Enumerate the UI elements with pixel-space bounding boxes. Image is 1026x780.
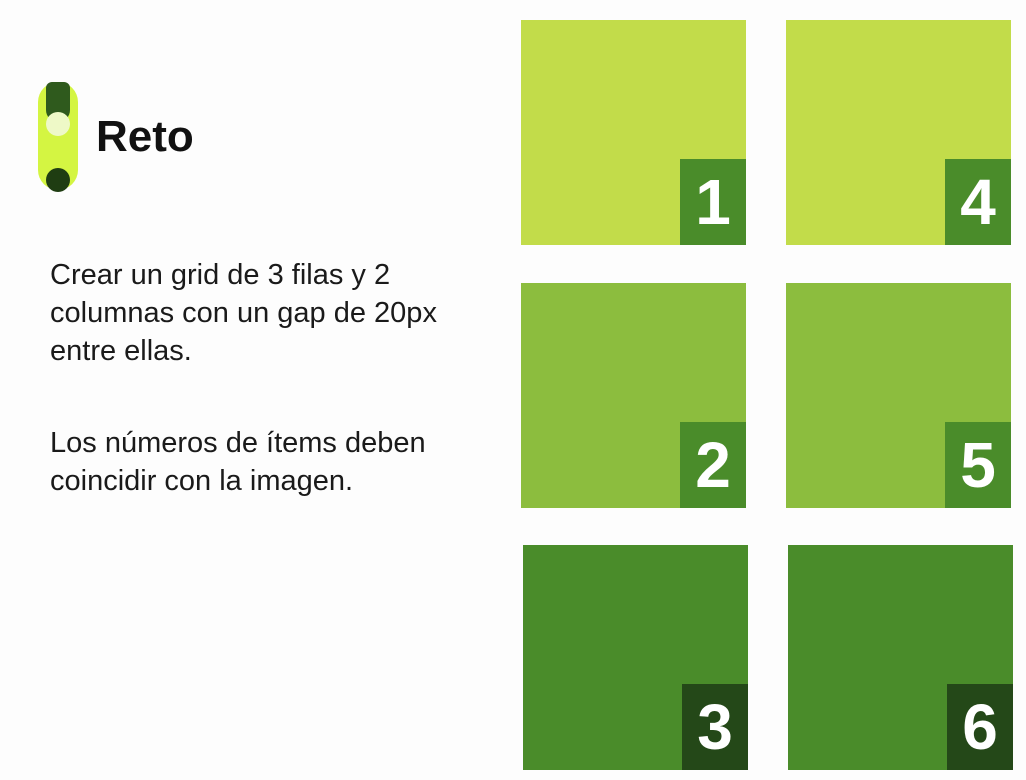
grid-item-4 — [786, 20, 1011, 245]
grid-item-6 — [788, 545, 1013, 770]
challenge-paragraph: Crear un grid de 3 filas y 2 columnas con un gap de 20px entre ellas. — [50, 259, 437, 367]
toggle-icon — [38, 82, 78, 194]
grid-item-5 — [786, 283, 1011, 508]
slide-title: Reto — [96, 112, 194, 161]
grid-item-2 — [521, 283, 746, 508]
challenge-note: Los números de ítems deben coincidir con la imagen. — [50, 427, 426, 497]
toggle-knob — [46, 112, 70, 136]
grid-item-number: 4 — [945, 159, 1011, 245]
grid-item-3 — [523, 545, 748, 770]
toggle-bottom-dot — [46, 168, 70, 192]
title-row — [38, 82, 194, 194]
grid-item-1 — [521, 20, 746, 245]
grid-item-number: 2 — [680, 422, 746, 508]
grid-item-number: 5 — [945, 422, 1011, 508]
grid-item-number: 1 — [680, 159, 746, 245]
grid-item-number: 3 — [682, 684, 748, 770]
grid-item-number: 6 — [947, 684, 1013, 770]
